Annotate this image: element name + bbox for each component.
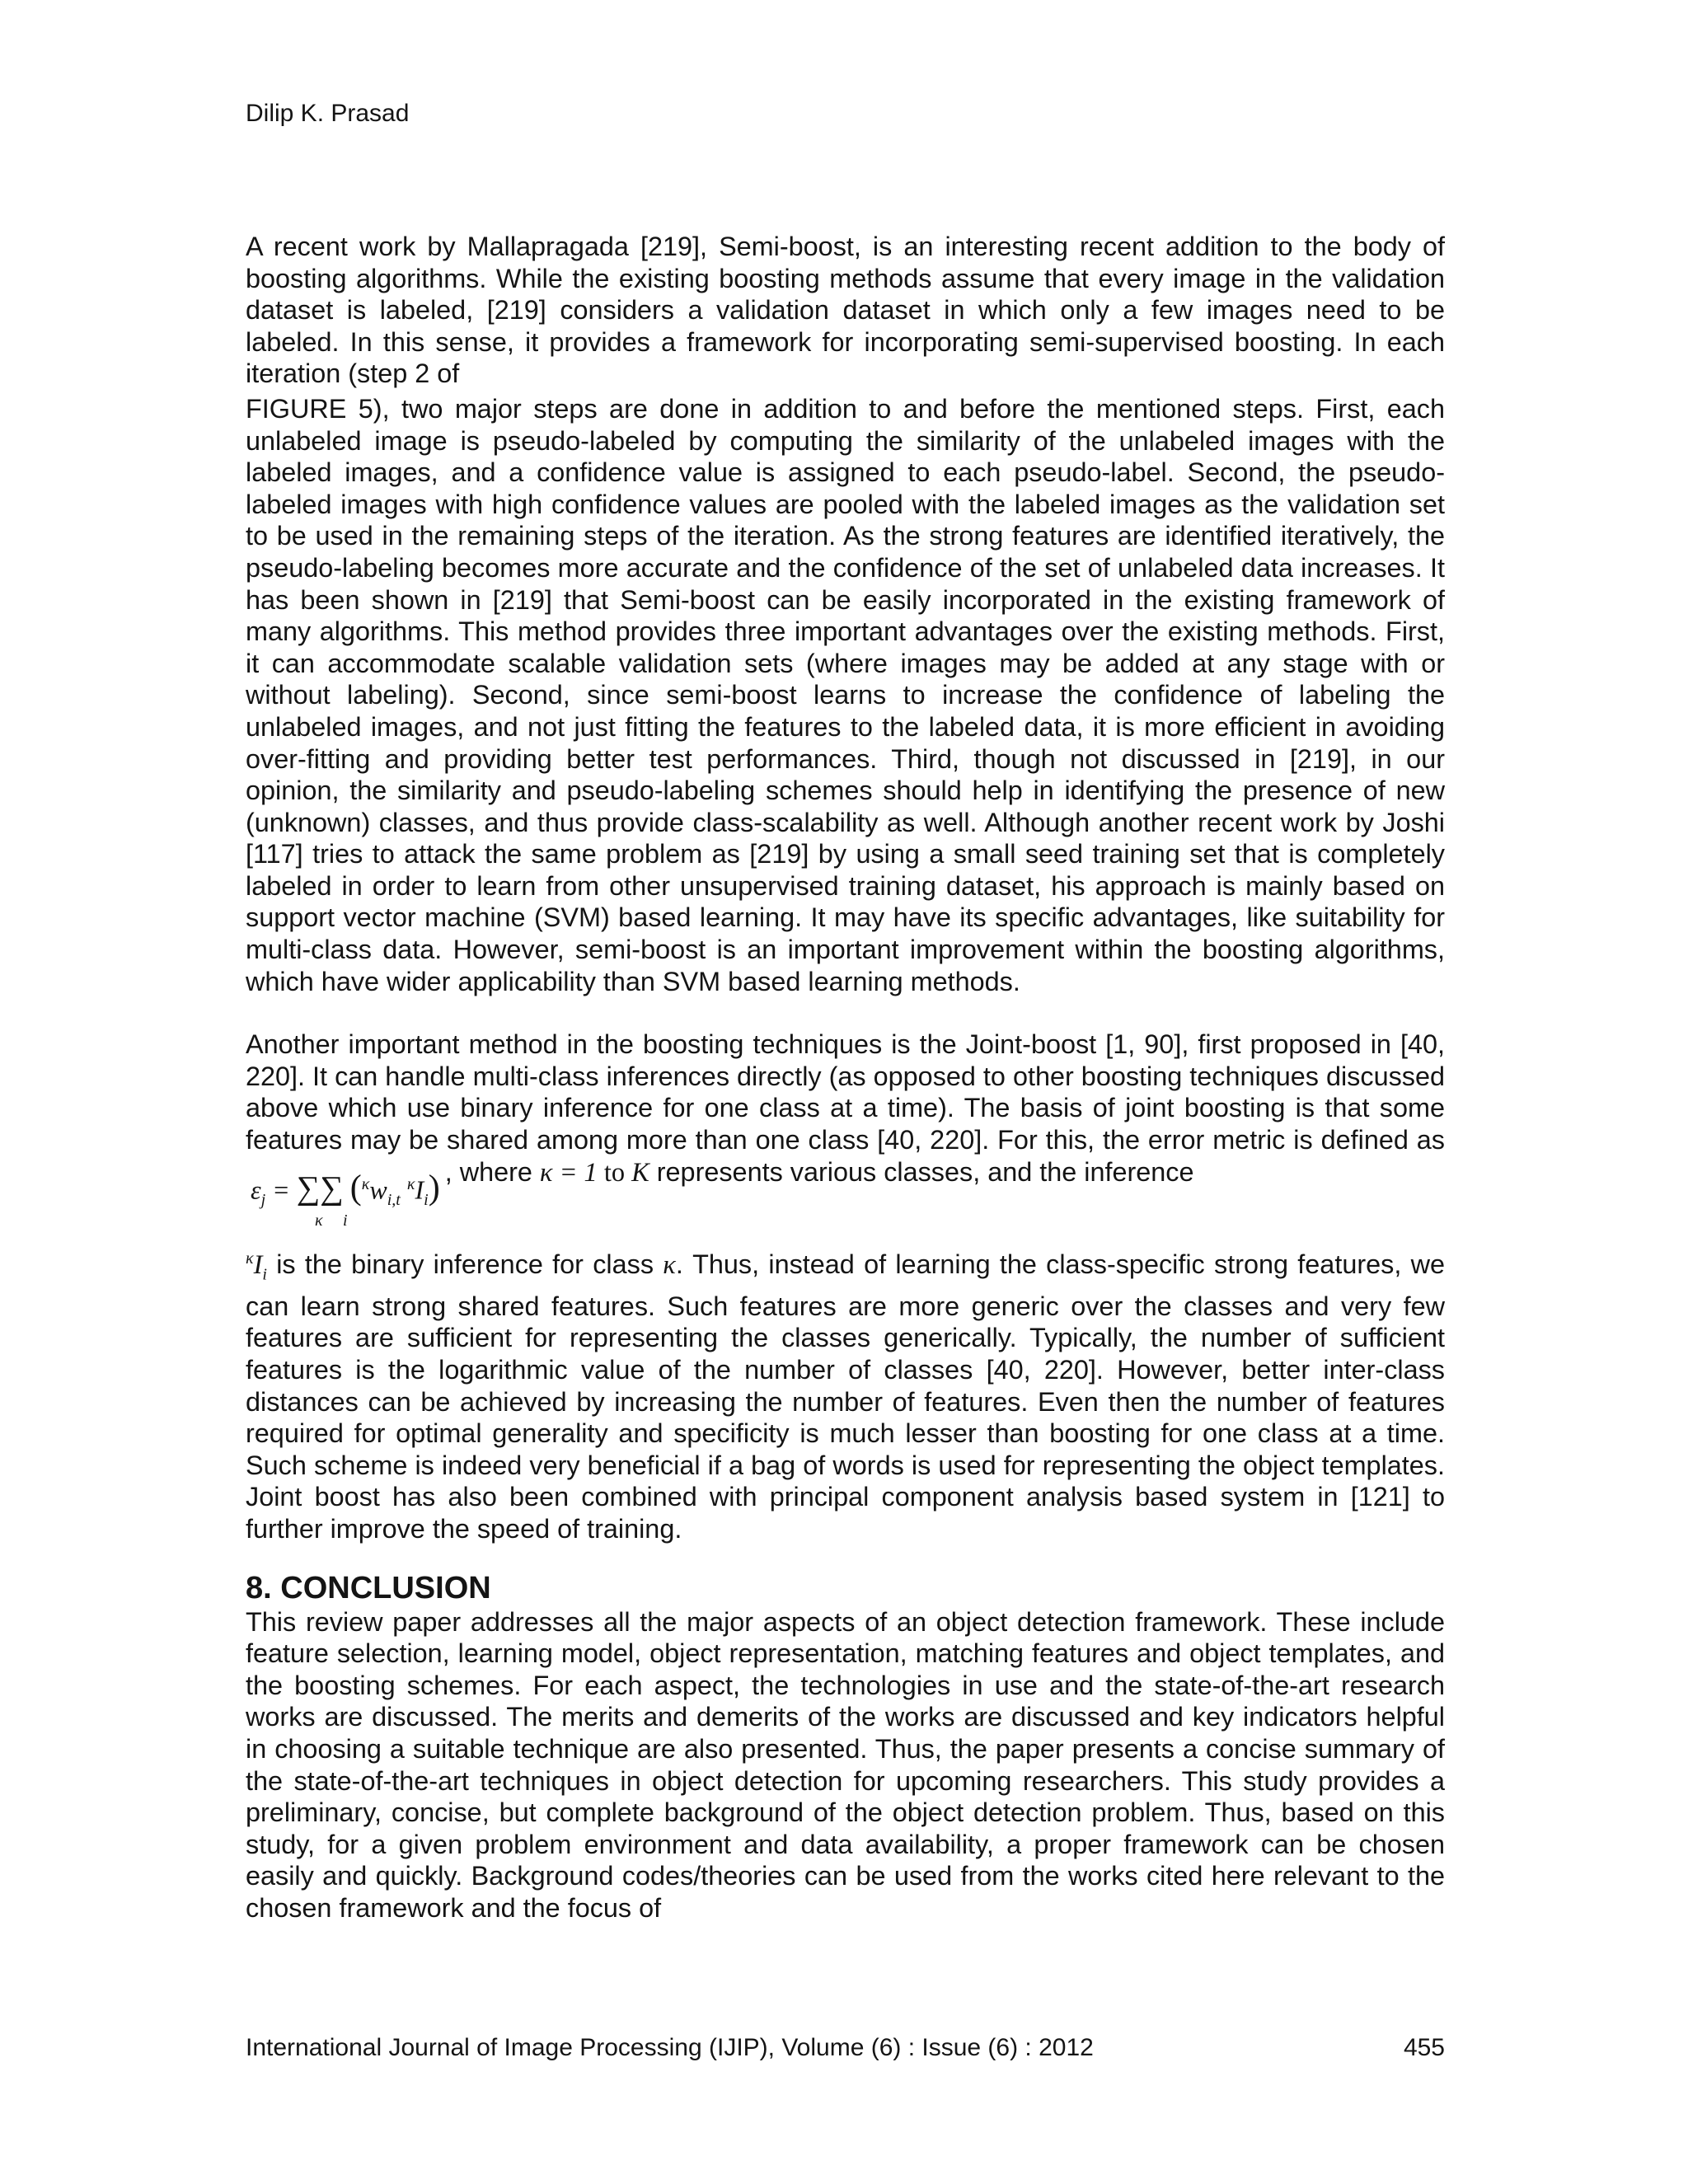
section-number: 8. (246, 1570, 272, 1605)
footer-page-number: 455 (1403, 2034, 1445, 2061)
formula-j-sub: j (260, 1191, 266, 1210)
formula-sum-kappa: ∑ (296, 1169, 321, 1207)
error-metric-formula: $\varepsilon_j$ = ∑∑ ($^\kappa w_{i,t}$ $^\kappa I_i$) κ i (251, 1169, 440, 1218)
formula-kappa-sup-I: κ (406, 1174, 415, 1193)
formula-inference: $^\kappa I_i$ (246, 1249, 267, 1284)
running-head-author: Dilip K. Prasad (246, 100, 410, 127)
paragraph-jointboost-cont (246, 1243, 1445, 1545)
formula-equals: = (272, 1174, 290, 1205)
body-column (246, 231, 1445, 1924)
section-title: CONCLUSION (280, 1570, 491, 1605)
jointboost-text-where: , where (444, 1156, 532, 1187)
jointboost-text-intro: Another important method in the boosting techniques is the Joint-boost [1, 90], first proposed in [40, 220]. It can handle multi-class inferences directly (as opposed to other boosting techniques discussed above which use binary inference for one class at a time). The basis of joint boosting is that some features may be shared among more than one class [40, 220]. For this, the error metric is defined as (246, 1029, 1445, 1155)
formula-it-sub: i,t (387, 1191, 401, 1210)
formula-I: I (415, 1174, 424, 1205)
jointboost-text-binary: is the binary inference for class (276, 1249, 654, 1279)
jointboost-text-rest: . Thus, instead of learning the class-specific strong features, we can learn strong shared features. Such features are more generic over the classes and very few features are sufficient for representing the classes generically. Typically, the number of sufficient features is the logarithmic value of the number of classes [40, 220]. However, better inter-class distances can be achieved by increasing the number of features. Even then the number of features required for optimal generality and specificity is much lesser than boosting for one class at a time. Such scheme is indeed very beneficial if a bag of words is used for representing the object templates. Joint boost has also been combined with principal component analysis based system in [121] to further improve the speed of training. (246, 1249, 1445, 1544)
section-heading-conclusion (246, 1570, 1445, 1606)
paragraph-conclusion: This review paper addresses all the major aspects of an object detection framework. These include feature selection, learning model, object representation, matching features and object templates, and the boosting schemes. For each aspect, the technologies in use and the state-of-the-art research works are discussed. The merits and demerits of the works are discussed and key indicators helpful in choosing a suitable technique are also presented. Thus, the paper presents a concise summary of the state-of-the-art techniques in object detection for upcoming researchers. This study provides a preliminary, concise, but complete background of the object detection problem. Thus, based on this study, for a given problem environment and data availability, a proper framework can be chosen easily and quickly. Background codes/theories can be used from the works cited here relevant to the chosen framework and the focus of (246, 1606, 1445, 1923)
formula-w: w (369, 1174, 387, 1205)
jointboost-text-classes: represents various classes, and the inference (656, 1156, 1194, 1187)
formula-under-i: i (343, 1211, 348, 1230)
paragraph-semiboost-details: FIGURE 5), two major steps are done in addition to and before the mentioned steps. First, each unlabeled image is pseudo-labeled by computing the similarity of the unlabeled images with the labeled images, and a confidence value is assigned to each pseudo-label. Second, the pseudo-labeled images with high confidence values are pooled with the labeled images as the validation set to be used in the remaining steps of the iteration. As the strong features are identified iteratively, the pseudo-labeling becomes more accurate and the confidence of the set of unlabeled data increases. It has been shown in [219] that Semi-boost can be easily incorporated in the existing framework of many algorithms. This method provides three important advantages over the existing methods. First, it can accommodate scalable validation sets (where images may be added at any stage with or without labeling). Second, since semi-boost learns to increase the confidence of labeling the unlabeled images, and not just fitting the features to the labeled data, it is more efficient in avoiding over-fitting and providing better test performances. Third, though not discussed in [219], in our opinion, the similarity and pseudo-labeling schemes should help in identifying the presence of new (unknown) classes, and thus provide class-scalability as well. Although another recent work by Joshi [117] tries to attack the same problem as [219] by using a small seed training set that is completely labeled in order to learn from other unsupervised training dataset, his approach is mainly based on support vector machine (SVM) based learning. It may have its specific advantages, like suitability for multi-class data. However, semi-boost is an important improvement within the boosting algorithms, which have wider applicability than SVM based learning methods. (246, 393, 1445, 996)
formula-class-range: κ = 1 to K (539, 1157, 649, 1188)
footer-journal: International Journal of Image Processing (IJIP), Volume (6) : Issue (6) : 2012 (246, 2034, 1094, 2061)
formula-epsilon: ε (251, 1174, 261, 1205)
formula-sum-i: ∑ (320, 1169, 344, 1207)
formula-i-sub: i (424, 1191, 429, 1210)
paragraph-semiboost-intro: A recent work by Mallapragada [219], Semi-boost, is an interesting recent addition to the body of boosting algorithms. While the existing boosting methods assume that every image in the validation dataset is labeled, [219] considers a validation dataset in which only a few images need to be labeled. In this sense, it provides a framework for incorporating semi-supervised boosting. In each iteration (step 2 of (246, 232, 1445, 389)
formula-kappa-sup-w: κ (361, 1174, 370, 1193)
paragraph-jointboost (246, 1029, 1445, 1230)
formula-class-kappa: κ (663, 1249, 676, 1280)
formula-under-kappa: κ (315, 1211, 323, 1230)
